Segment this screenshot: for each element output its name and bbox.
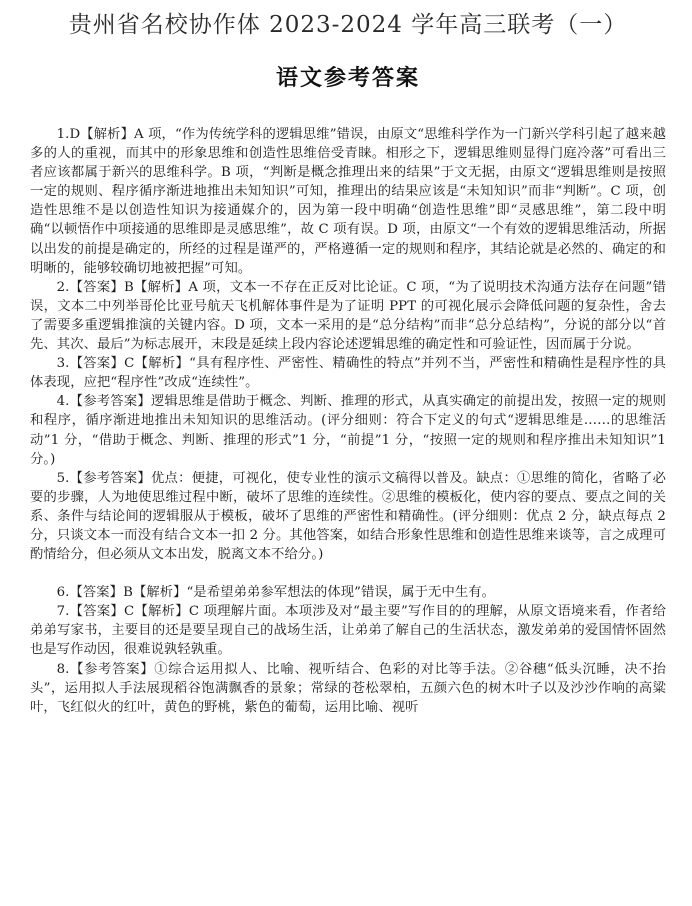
document-subtitle: 语文参考答案: [275, 65, 420, 91]
answer-6: 6.【答案】B【解析】“是希望弟弟参军想法的体现”错误，属于无中生有。: [56, 585, 496, 601]
answer-1: 1.D【解析】A 项，“作为传统学科的逻辑思维”错误，由原文“思维科学作为一门新兴学科引起了越来越多的人的重视，而其中的形象思维和创造性思维倍受青睐。相形之下，逻辑思维则显得门庭冷落”可看出三者应该都属于新兴的思维科学。B 项，“判断是概念推理出来的结果”于文无据，由原文“逻辑思维则是按照一定的规则、程序循序渐进地推出未知知识”可知，推理出的结果应该是“未知知识”而非“判断”。C 项，创造性思维不是以创造性知识为接通媒介的，因为第一段中明确“创造性思维”即“灵感思维”，第二段中明确“以顿悟作中项接通的思维即是灵感思维”，故 C 项有误。D 项，由原文“一个有效的逻辑思维活动，所据以出发的前提是确定的，所经的过程是谨严的，严格遵循一定的规则和程序，其结论就是必然的、确定的和明晰的，能够较确切地被把握”可知。: [30, 127, 666, 276]
exam-title: 贵州省名校协作体 2023-2024 学年高三联考（一）: [68, 12, 628, 38]
answer-2: 2.【答案】B【解析】A 项，文本一不存在正反对比论证。C 项，“为了说明技术沟通方法存在问题”错误，文本二中列举哥伦比亚号航天飞机解体事件是为了证明 PPT 的可视化展示会降低问题的复杂性，舍去了需要多重逻辑推演的关键内容。D 项，文本一采用的是“总分结构”而非“总分总结构”，分说的部分以“首先、其次、最后”为标志展开，末段是延续上段内容论述逻辑思维的确定性和可验证性，因而属于分说。: [30, 279, 666, 353]
answer-body: [30, 125, 666, 717]
answer-7: 7.【答案】C【解析】C 项理解片面。本项涉及对“最主要”写作目的的理解，从原文语境来看，作者给弟弟写家书，主要目的还是要呈现自己的战场生活，让弟弟了解自己的生活状态，激发弟弟的爱国情怀固然也是写作动因，很难说孰轻孰重。: [30, 604, 666, 658]
answer-8: 8.【参考答案】①综合运用拟人、比喻、视听结合、色彩的对比等手法。②谷穗“低头沉睡，决不抬头”，运用拟人手法展现稻谷饱满飘香的景象；常绿的苍松翠柏，五颜六色的树木叶子以及沙沙作响的高粱叶，飞红似火的红叶，黄色的野桃，紫色的葡萄，运用比喻、视听: [30, 661, 666, 715]
section-gap: [30, 564, 666, 583]
answer-5: 5.【参考答案】优点：便捷，可视化，使专业性的演示文稿得以普及。缺点：①思维的简化，省略了必要的步骤，人为地使思维过程中断，破坏了思维的连续性。②思维的模板化，使内容的要点、要点之间的关系、条件与结论间的逻辑服从于模板，破坏了思维的严密性和精确性。(评分细则：优点 2 分，缺点每点 2 分，只谈文本一而没有结合文本一扣 2 分。其他答案，如结合形象性思维和创造性思维来谈等，言之成理可酌情给分，但必须从文本出发，脱离文本不给分。): [30, 470, 666, 563]
answer-sheet-page: [0, 6, 692, 906]
answer-3: 3.【答案】C【解析】“具有程序性、严密性、精确性的特点”并列不当，严密性和精确性是程序性的具体表现，应把“程序性”改成“连续性”。: [30, 356, 666, 391]
answer-4: 4.【参考答案】逻辑思维是借助于概念、判断、推理的形式，从真实确定的前提出发，按照一定的规则和程序，循序渐进地推出未知知识的思维活动。(评分细则：符合下定义的句式“逻辑思维是……的思维活动”1 分，“借助于概念、判断、推理的形式”1 分，“前提”1 分，“按照一定的规则和程序推出未知知识”1 分。): [30, 394, 666, 467]
